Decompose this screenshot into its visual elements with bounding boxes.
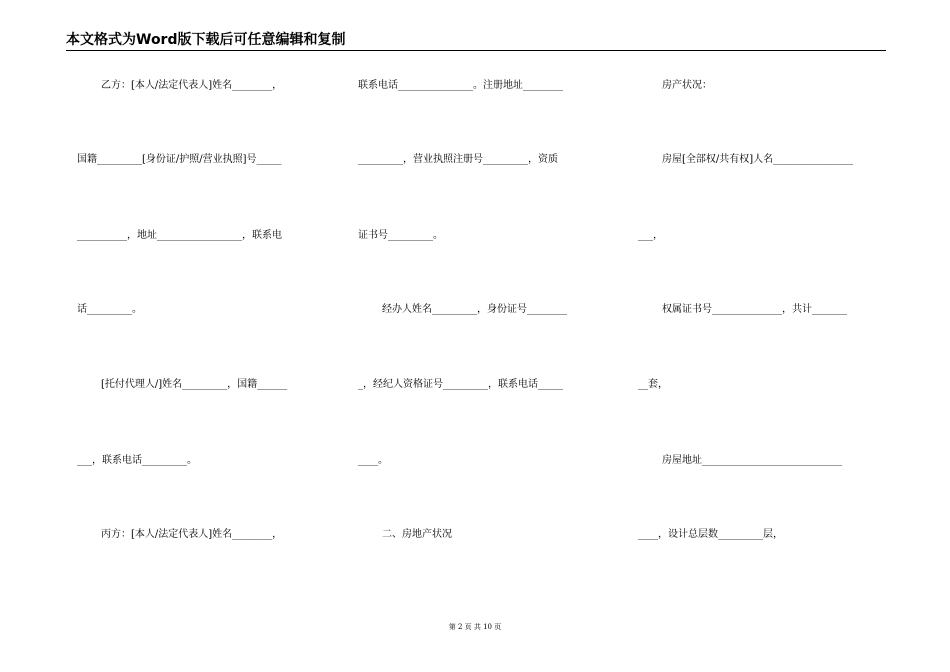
text-column-1 <box>77 0 323 672</box>
document-header-title: 本文格式为Word版下载后可任意编辑和复制 <box>66 30 886 51</box>
text-line: [托付代理人/]姓名_________，国籍______ <box>101 379 288 390</box>
text-line: 房屋地址____________________________ <box>662 455 842 466</box>
text-line: 国籍_________[身份证/护照/营业执照]号_____ <box>77 154 282 165</box>
text-line: 话_________。 <box>77 304 142 315</box>
text-line: 经办人姓名_________，身份证号________ <box>382 304 567 315</box>
page-number: 第 2 页 共 10 页 <box>448 623 502 631</box>
text-line: ____，设计总层数_________层， <box>638 529 783 540</box>
text-line: 房屋[全部权/共有权]人名________________ <box>662 154 854 165</box>
text-line: _，经纪人资格证号_________，联系电话_____ <box>358 379 563 390</box>
text-line: 证书号_________。 <box>358 230 443 241</box>
text-line: 乙方：[本人/法定代表人]姓名________， <box>101 80 283 91</box>
text-line: ___， <box>638 230 663 241</box>
text-line: 房产状况： <box>662 80 712 91</box>
section-heading: 二、房地产状况 <box>382 529 452 540</box>
text-line: _________，营业执照注册号_________，资质 <box>358 154 558 165</box>
text-line: ____。 <box>358 455 388 466</box>
text-line: 联系电话_______________。注册地址________ <box>358 80 563 91</box>
text-line: __________，地址_________________，联系电 <box>77 230 282 241</box>
text-column-3 <box>638 0 886 672</box>
text-column-2 <box>358 0 604 672</box>
text-line: 丙方：[本人/法定代表人]姓名________， <box>101 529 283 540</box>
text-line: 权属证书号______________，共计_______ <box>662 304 847 315</box>
text-line: __套， <box>638 379 668 390</box>
text-line: ___，联系电话_________。 <box>77 455 197 466</box>
